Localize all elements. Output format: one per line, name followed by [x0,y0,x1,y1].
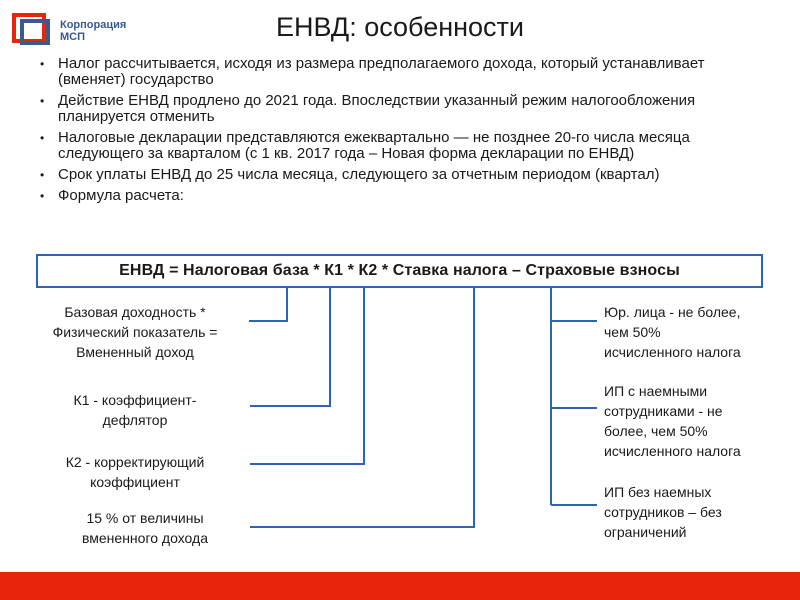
bullet-dot: • [40,189,45,203]
label-line: Вмененный доход [76,344,194,360]
label-line: ограничений [604,524,687,540]
connector-k2 [250,287,364,464]
label-line: чем 50% [604,324,661,340]
slide-title: ЕНВД: особенности [275,12,524,42]
label-line: дефлятор [102,412,168,428]
label-line: ИП с наемными [604,383,708,399]
base-income-label [20,302,250,362]
label-line: более, чем 50% [604,423,708,439]
label-line: К1 - коэффициент- [73,392,197,408]
label-line: вмененного дохода [81,530,208,546]
formula-box: ЕНВД = Налоговая база * К1 * К2 * Ставка налога – Страховые взносы [36,254,763,288]
label-line: исчисленного налога [604,344,741,360]
label-line: Базовая доходность * [64,304,206,320]
connector-k1 [250,287,330,406]
bullet-dot: • [40,57,45,71]
logo-line1: Корпорация [60,19,127,31]
bullet-dot: • [40,168,45,182]
bullet-dot: • [40,131,45,145]
bullet-text: Действие ЕНВД продлено до 2021 года. Впоследствии указанный режим налогообложения планируется отменить [58,92,696,125]
label-line: ИП без наемных [604,484,712,500]
bullet-text: Налог рассчитывается, исходя из размера предполагаемого дохода, который устанавливает (вменяет) государство [58,55,705,88]
bullet-dot: • [40,94,45,108]
label-line: 15 % от величины [86,510,204,526]
label-line: исчисленного налога [604,443,741,459]
bullet-text: Налоговые декларации представляются ежеквартально — не позднее 20-го числа месяца следующего за кварталом (с 1 кв. 2017 года – Новая форма декларации по ЕНВД) [58,129,690,162]
legal-entities-label [604,302,794,362]
connector-base [249,287,287,321]
logo-line2: МСП [60,31,86,43]
label-line: коэффициент [90,474,180,490]
tax-rate-label [50,508,240,548]
k1-label [50,390,220,430]
ip-without-employees-label [604,482,794,542]
footer-bar [0,572,800,600]
ip-with-employees-label [604,381,794,461]
label-line: Юр. лица - не более, [604,304,741,320]
label-line: Физический показатель = [52,324,218,340]
label-line: К2 - корректирующий [65,454,205,470]
bullet-text: Срок уплаты ЕНВД до 25 числа месяца, следующего за отчетным периодом (квартал) [58,166,660,183]
bullet-text: Формула расчета: [58,187,184,204]
label-line: сотрудниками - не [604,403,723,419]
label-line: сотрудников – без [604,504,722,520]
k2-label [40,452,230,492]
